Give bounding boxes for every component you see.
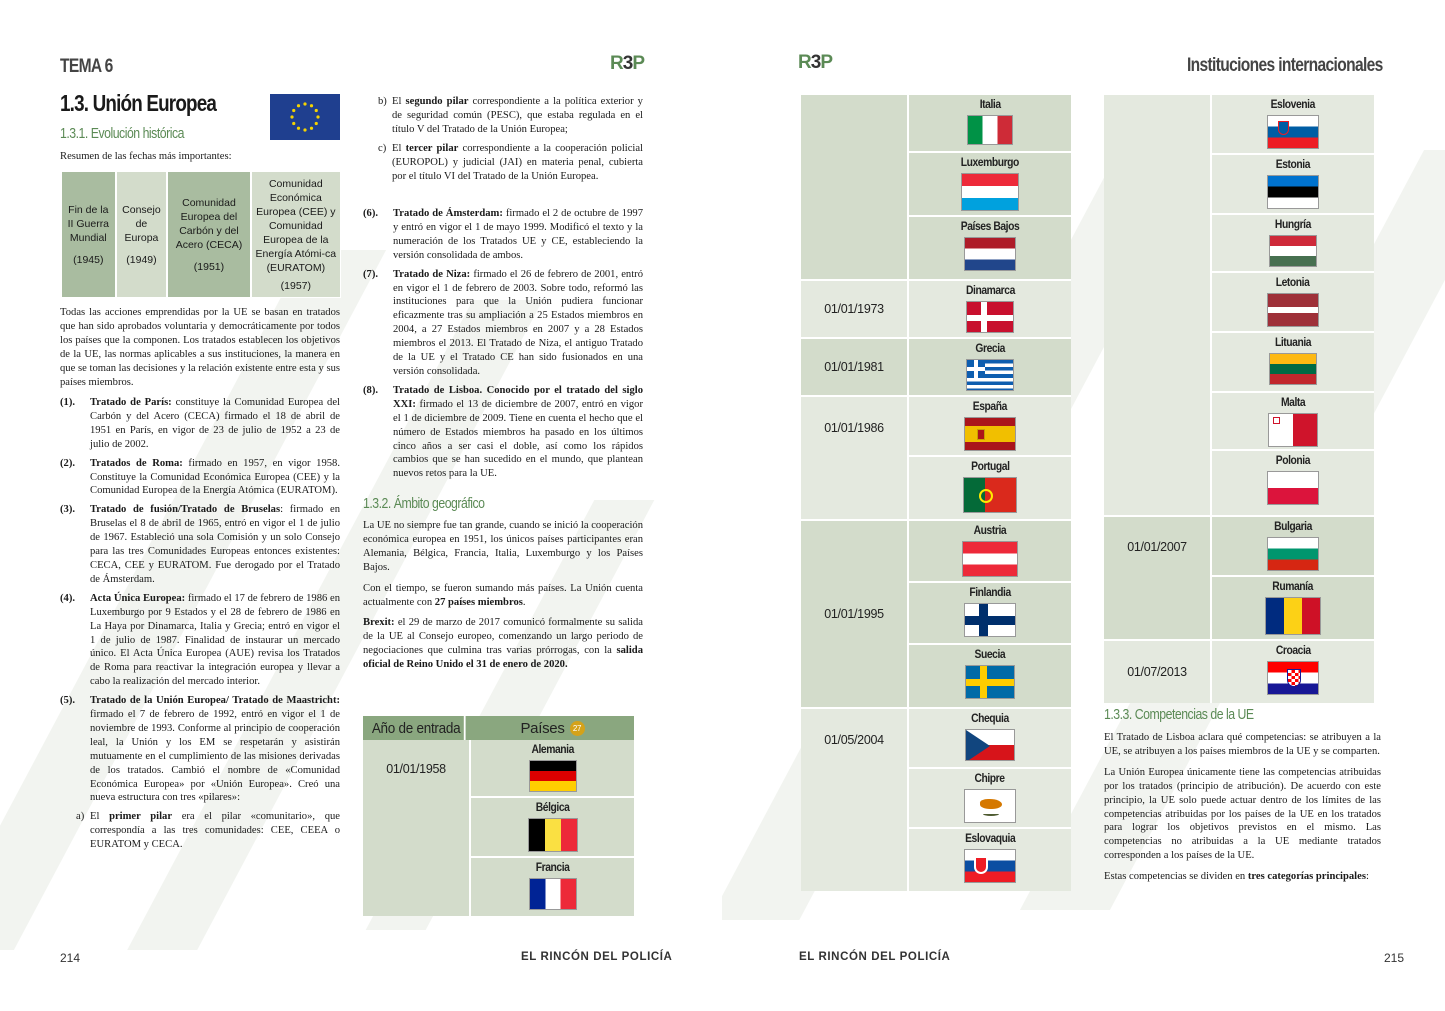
accession-table-1 <box>801 95 1071 891</box>
country-cell: Países Bajos <box>909 217 1071 279</box>
eu-star <box>292 109 295 112</box>
subsection-title: 1.3.3. Competencias de la UE <box>1104 706 1254 723</box>
section-title: 1.3. Unión Europea <box>60 90 217 116</box>
table-row: 01/01/2007 Bulgaria Rumanía <box>1104 517 1374 641</box>
pillar-item: b) El segundo pilar correspondiente a la política exterior y de seguridad común (PESC), que estaba regulada en el título V del Tratado de la Unión Europea; <box>378 96 643 135</box>
logo: R3P <box>610 53 644 74</box>
slovakia-flag-icon <box>964 849 1016 883</box>
latvia-flag-icon <box>1267 293 1319 327</box>
country-cell: Malta <box>1212 393 1374 451</box>
paragraph: Estas competencias se dividen en tres categorías principales: <box>1104 871 1369 883</box>
italy-flag-icon <box>967 115 1013 145</box>
table-row: 01/05/2004 Chequia Chipre Eslovaquia <box>801 709 1071 891</box>
timeline-cell: Consejo de Europa (1949) <box>117 172 169 297</box>
country-list <box>1212 517 1374 639</box>
timeline-cell: Fin de la II Guerra Mundial (1945) <box>62 172 117 297</box>
austria-flag-icon <box>962 541 1018 577</box>
treaty-item: (2). Tratados de Roma: firmado en 1957, en vigor 1958. Constituye la Comunidad Económica Europea (CEE) y la Comunidad Europea de la Energía Atómica (EURATOM). <box>60 457 340 497</box>
denmark-flag-icon <box>966 301 1014 333</box>
country-cell: Luxemburgo <box>909 153 1071 217</box>
greece-flag-icon <box>966 359 1014 391</box>
eu-star <box>303 128 306 131</box>
geo-text <box>363 519 643 672</box>
footer-title: EL RINCÓN DEL POLICÍA <box>799 951 951 963</box>
table-row: 01/01/1981 Grecia <box>801 339 1071 397</box>
subsection-title: 1.3.2. Ámbito geográfico <box>363 495 485 512</box>
eu-star <box>303 102 306 105</box>
table-row: 01/01/1973 Dinamarca <box>801 281 1071 339</box>
page-number: 215 <box>1383 951 1404 965</box>
table-header <box>363 716 634 740</box>
country-cell: Polonia <box>1212 451 1374 513</box>
luxembourg-flag-icon <box>961 173 1019 211</box>
treaty-item: (5). Tratado de la Unión Europea/ Tratado de Maastricht: firmado el 7 de febrero de 1992, entró en vigor el 1 de noviembre de 1993. Conforme al principio de cooperación leal, la Unión y los EM se respetarán y asistirán mutuamente en el cumplimiento de las misiones derivadas de los tratados. Cambió el nombre de «Comunidad Económica Europea» por «Unión Europea». Creó una nueva estructura con tres «pilares»: <box>60 695 340 804</box>
poland-flag-icon <box>1267 471 1319 505</box>
intro-text: Resumen de las fechas más importantes: <box>60 151 232 162</box>
country-list <box>1212 95 1374 515</box>
treaty-list-2 <box>363 207 643 486</box>
netherlands-flag-icon <box>964 237 1016 271</box>
country-cell: Eslovaquia <box>909 829 1071 889</box>
country-list <box>909 95 1071 279</box>
cyprus-flag-icon <box>964 789 1016 823</box>
eu-star <box>297 127 300 130</box>
country-cell: Grecia <box>909 339 1071 395</box>
table-row <box>801 95 1071 281</box>
table-row <box>1104 95 1374 517</box>
treaty-item: (4). Acta Única Europea: firmado el 17 de febrero de 1986 en Luxemburgo por 9 Estados y el 28 de febrero de 1986 en La Haya por Dinamarca, Italia y Grecia; entró en vigor el 1 de julio de 1987. Finalidad de instaurar un mercado único. El Acta Única Europea (AUE) revisa los Tratados de Roma para reactivar la integración europea y llevar a cabo la realización del mercado interior. <box>60 592 340 688</box>
treaty-list-col2 <box>378 95 643 188</box>
eu-star <box>292 122 295 125</box>
paragraph: El Tratado de Lisboa aclara qué competencias: se atribuyen a la UE, se atribuyen a los países miembros de la UE y se comparten. <box>1104 732 1381 757</box>
table-row: 01/01/1986 España Portugal <box>801 397 1071 521</box>
eu-star <box>316 115 319 118</box>
logo: R3P <box>798 52 832 73</box>
footer-title: EL RINCÓN DEL POLICÍA <box>521 951 673 963</box>
romania-flag-icon <box>1265 597 1321 635</box>
table-row: 01/07/2013 Croacia <box>1104 641 1374 703</box>
finland-flag-icon <box>964 603 1016 637</box>
country-cell: Austria <box>909 521 1071 583</box>
slovenia-flag-icon <box>1267 115 1319 149</box>
country-cell: Bélgica <box>471 798 634 858</box>
treaty-item: (7). Tratado de Niza: firmado el 26 de febrero de 2001, entró en vigor el 1 de febrero de 2003. Sobre todo, reformó las instituciones para que la Unión pudiera funcionar eficazmente tras su ampliación a 25 Estados miembros en 2004, a 27 Estados miembros en 2007 y a 28 Estados miembros el 2013. El Tratado de Niza, el antiguo Tratado de la UE y el Tratado CE han sido fusionados en una versión consolidada. <box>363 268 643 377</box>
country-cell: Hungría <box>1212 215 1374 273</box>
country-list <box>471 740 634 916</box>
country-cell: Rumanía <box>1212 577 1374 639</box>
paragraph: Brexit: el 29 de marzo de 2017 comunicó formalmente su salida de la UE al Consejo europeo, comenzando un largo periodo de negociaciones que culmina tras varias prórrogas, con la salida oficial de Reino Unido el 31 de enero de 2020. <box>363 617 643 671</box>
country-list <box>909 521 1071 707</box>
country-cell: Croacia <box>1212 641 1374 703</box>
paragraph: La UE no siempre fue tan grande, cuando se inició la cooperación económica europea en 1951, los únicos países participantes eran Alemania, Bélgica, Francia, Italia, Luxemburgo y los Países Bajos. <box>363 520 643 573</box>
treaty-item: (1). Tratado de París: constituye la Comunidad Europea del Carbón y del Acero (CECA) firmado el 18 de abril de 1951 en París, en vigor de 23 de julio de 1952 a 23 de julio de 2002. <box>60 397 340 450</box>
lithuania-flag-icon <box>1269 353 1317 385</box>
paragraph: Todas las acciones emprendidas por la UE se basan en tratados que han sido aprobados voluntaria y democráticamente por todos los países que la componen. Los tratados establecen los objetivos de la UE, las normas aplicables a sus instituciones, la manera en que se toman las decisiones y la relación existente entre esta y sus países miembros. <box>60 307 340 388</box>
country-list <box>909 397 1071 519</box>
bulgaria-flag-icon <box>1267 537 1319 571</box>
founders-table <box>363 716 634 916</box>
paragraph: La Unión Europea únicamente tiene las competencias atribuidas por los tratados (principio de atribución). De acuerdo con este principio, la UE solo puede actuar dentro de los límites de las competencias atribuidas por los países de la UE en los tratados para lograr los objetivos previstos en el mismo. Las competencias no atribuidas a la UE mediante tratados corresponden a los países de la UE. <box>1104 766 1381 862</box>
country-cell: Dinamarca <box>909 281 1071 337</box>
eu-star <box>315 122 318 125</box>
eu-star <box>297 104 300 107</box>
treaty-item: (3). Tratado de fusión/Tratado de Bruselas: firmado en Bruselas el 8 de abril de 1965, entró en vigor el 1 de julio de 1967. Estableció una sola Comisión y un solo Consejo para las tres Comunidades Europeas entonces existentes: CECA, CEE y EURATOM. Fue derogado por el Tratado de Ámsterdam. <box>60 504 340 585</box>
page-header-title: Instituciones internacionales <box>1187 55 1383 76</box>
table-row: 01/01/1995 Austria Finlandia Suecia <box>801 521 1071 709</box>
eu-star <box>290 115 293 118</box>
treaty-list <box>60 396 340 857</box>
country-cell: Portugal <box>909 457 1071 519</box>
eu-star <box>310 104 313 107</box>
eu-star <box>315 109 318 112</box>
header-year: Año de entrada <box>368 716 465 740</box>
czechia-flag-icon <box>965 729 1015 761</box>
country-cell: Eslovenia <box>1212 95 1374 155</box>
count-badge: 27 <box>570 721 585 736</box>
malta-flag-icon <box>1268 413 1318 447</box>
france-flag-icon <box>529 878 577 910</box>
country-cell: Finlandia <box>909 583 1071 645</box>
page-right <box>722 0 1445 1011</box>
country-cell: España <box>909 397 1071 457</box>
pillar-item: a) El primer pilar era el pilar «comunitario», que correspondía a las tres comunidades: CEE, CEEA o EURATOM y CECA. <box>76 811 340 851</box>
country-cell: Bulgaria <box>1212 517 1374 577</box>
country-cell: Chipre <box>909 769 1071 829</box>
estonia-flag-icon <box>1267 175 1319 209</box>
portugal-flag-icon <box>963 477 1017 513</box>
page-number: 214 <box>60 951 81 965</box>
timeline-cell: Comunidad Económica Europea (CEE) y Comunidad Europea de la Energía Atómi-ca (EURATOM) (1957) <box>252 172 340 297</box>
sweden-flag-icon <box>965 665 1015 699</box>
country-cell: Italia <box>909 95 1071 153</box>
germany-flag-icon <box>529 760 577 792</box>
country-cell: Alemania <box>471 740 634 798</box>
treaty-item: (6). Tratado de Ámsterdam: firmado el 2 de octubre de 1997 y entró en vigor el 1 de mayo 1999. Modificó el texto y la numeración de los Tratados UE y CE, estableciendo la versión consolidada de ambos. <box>363 208 643 261</box>
country-cell: Suecia <box>909 645 1071 705</box>
country-cell: Lituania <box>1212 333 1374 393</box>
country-cell: Francia <box>471 858 634 914</box>
hungary-flag-icon <box>1269 235 1317 267</box>
country-cell: Estonia <box>1212 155 1374 215</box>
croatia-flag-icon <box>1267 661 1319 695</box>
spain-flag-icon <box>964 417 1016 451</box>
country-cell: Letonia <box>1212 273 1374 333</box>
country-list <box>909 709 1071 891</box>
accession-table-2 <box>1104 95 1374 703</box>
header-countries: Países 27 <box>471 716 634 740</box>
treaty-item: (8). Tratado de Lisboa. Conocido por el tratado del siglo XXI: firmado el 13 de diciembre de 2007, entró en vigor el 1 de diciembre de 2009. Tiene en cuenta el hecho que el número de Estados miembros ha pasado en los últimos cinco años a ser casi el doble, así como los rápidos cambios que se han sucedido en el mundo, que plantean nuevos retos para la UE. <box>363 384 643 480</box>
competencias-text <box>1104 731 1381 884</box>
entry-date: 01/01/1958 <box>363 740 471 916</box>
eu-flag-icon <box>270 94 340 140</box>
timeline-cell: Comunidad Europea del Carbón y del Acero (CECA) (1951) <box>168 172 251 297</box>
subsection-title: 1.3.1. Evolución histórica <box>60 125 184 142</box>
belgium-flag-icon <box>528 818 578 852</box>
chapter-label: TEMA 6 <box>60 56 113 77</box>
country-cell: Chequia <box>909 709 1071 769</box>
paragraph: Con el tiempo, se fueron sumando más países. La Unión cuenta actualmente con 27 países miembros. <box>363 582 643 608</box>
pillar-item: c) El tercer pilar correspondiente a la cooperación policial (EUROPOL) y judicial (JAI) en materia penal, cubierta por el título VI del Tratado de la Unión Europea. <box>378 142 643 182</box>
eu-star <box>310 127 313 130</box>
timeline-table <box>61 171 341 298</box>
page-left <box>0 0 722 1011</box>
